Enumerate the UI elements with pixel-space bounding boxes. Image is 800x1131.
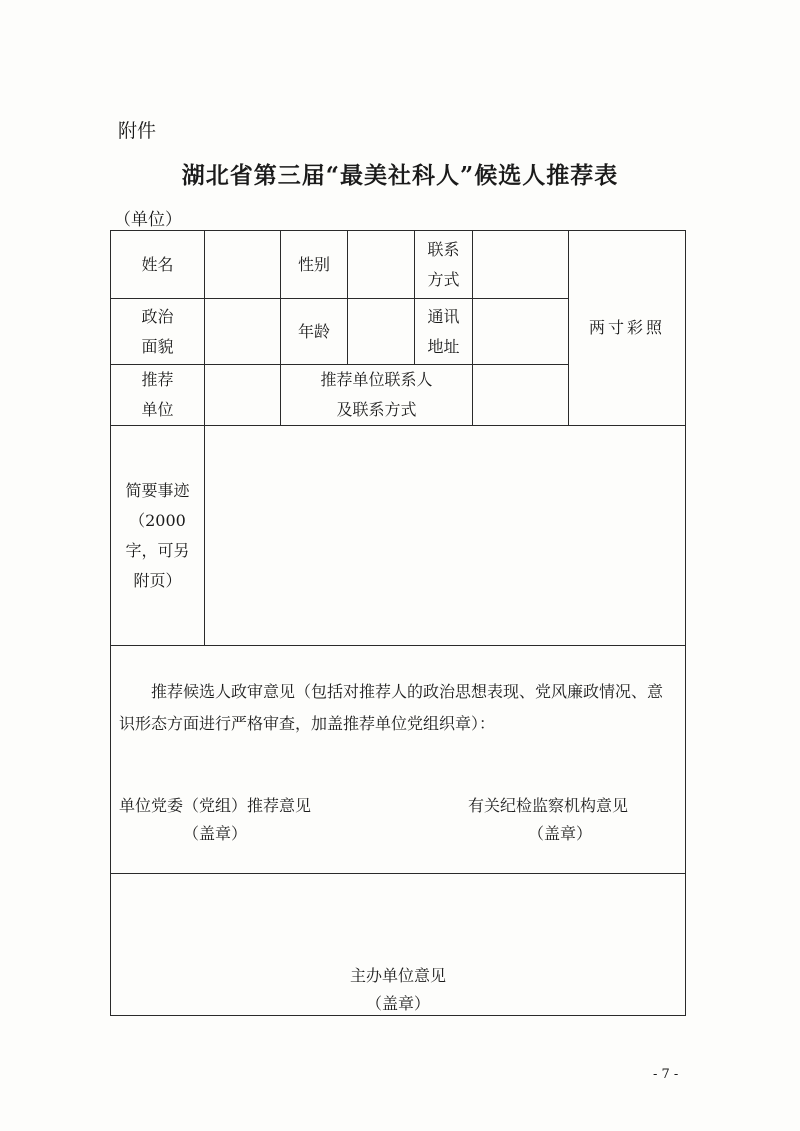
contact-value-cell[interactable]	[473, 231, 569, 299]
party-committee-opinion: 单位党委（党组）推荐意见	[119, 796, 312, 815]
deeds-label-line2: （2000	[129, 510, 186, 530]
contact-label-line2: 方式	[427, 269, 460, 289]
review-instruction: 推荐候选人政审意见（包括对推荐人的政治思想表现、党风廉政情况、意识形态方面进行严格审查，加盖推荐单位党组织章）：	[119, 682, 664, 733]
deeds-label-line1: 简要事迹	[125, 480, 190, 500]
contact-label-cell	[415, 231, 473, 299]
gender-value-cell[interactable]	[348, 231, 415, 299]
address-value-cell[interactable]	[473, 299, 569, 365]
discipline-seal-label: （盖章）	[528, 824, 593, 843]
photo-cell[interactable]	[569, 231, 686, 426]
recommender-label-cell	[111, 365, 205, 426]
recommender-label-line1: 推荐	[141, 370, 174, 389]
organizer-cell[interactable]	[111, 874, 686, 1016]
deeds-label-cell	[111, 426, 205, 646]
name-label: 姓名	[141, 254, 174, 274]
unit-label: （单位）	[114, 210, 182, 230]
age-label-cell	[281, 299, 348, 365]
form-title: 湖北省第三届“最美社科人”候选人推荐表	[181, 162, 619, 189]
rec-contact-label-line1: 推荐单位联系人	[320, 370, 433, 389]
age-label: 年龄	[297, 321, 330, 341]
rec-contact-value-cell[interactable]	[473, 365, 569, 426]
recommendation-form-table	[110, 230, 686, 1016]
rec-contact-label-cell	[281, 365, 473, 426]
party-seal-label: （盖章）	[183, 824, 248, 843]
review-cell[interactable]	[111, 646, 686, 874]
age-value-cell[interactable]	[348, 299, 415, 365]
photo-label: 两寸彩照	[588, 318, 665, 337]
deeds-label-line3: 字，可另	[125, 540, 190, 560]
deeds-label-line4: 附页）	[133, 570, 182, 590]
contact-label-line1: 联系	[427, 239, 460, 259]
deeds-value-cell[interactable]	[205, 426, 686, 646]
address-label-line2: 地址	[427, 336, 460, 356]
politics-label-line2: 面貌	[141, 336, 174, 356]
organizer-opinion: 主办单位意见	[349, 966, 446, 985]
organizer-seal-label: （盖章）	[365, 994, 430, 1013]
gender-label: 性别	[297, 254, 330, 274]
rec-contact-label-line2: 及联系方式	[336, 400, 417, 419]
page-number: - 7 -	[653, 1067, 679, 1082]
politics-label-cell	[111, 299, 205, 365]
address-label-line1: 通讯	[427, 306, 460, 326]
gender-label-cell	[281, 231, 348, 299]
politics-label-line1: 政治	[141, 306, 174, 326]
name-label-cell	[111, 231, 205, 299]
attachment-label: 附件	[118, 120, 157, 142]
politics-value-cell[interactable]	[205, 299, 281, 365]
discipline-opinion: 有关纪检监察机构意见	[468, 796, 629, 815]
address-label-cell	[415, 299, 473, 365]
recommender-value-cell[interactable]	[205, 365, 281, 426]
recommender-label-line2: 单位	[141, 400, 174, 419]
name-value-cell[interactable]	[205, 231, 281, 299]
